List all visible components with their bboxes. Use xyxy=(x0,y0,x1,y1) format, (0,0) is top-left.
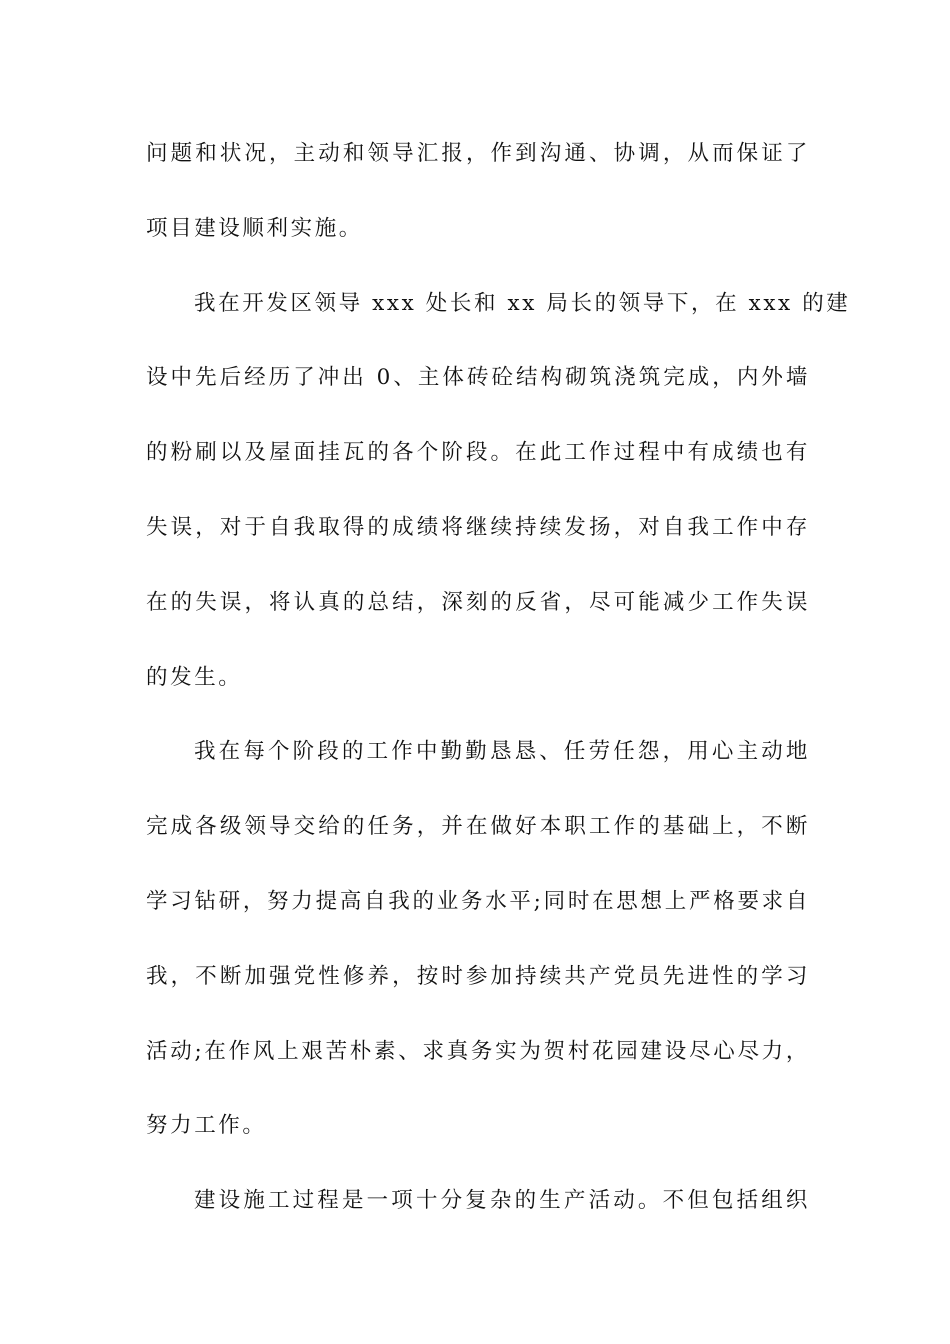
text-line: 我，不断加强党性修养，按时参加持续共产党员先进性的学习 xyxy=(146,963,810,989)
text-line: 完成各级领导交给的任务，并在做好本职工作的基础上，不断 xyxy=(146,814,810,840)
document-body xyxy=(146,134,851,1256)
text-line: 的粉刷以及屋面挂瓦的各个阶段。在此工作过程中有成绩也有 xyxy=(146,440,810,466)
paragraph-first-line: 建设施工过程是一项十分复杂的生产活动。不但包括组织 xyxy=(194,1188,810,1214)
text-line: 设中先后经历了冲出 0、主体砖砼结构砌筑浇筑完成，内外墙 xyxy=(146,365,810,391)
text-line: 学习钻研，努力提高自我的业务水平;同时在思想上严格要求自 xyxy=(146,888,810,914)
text-line: 的发生。 xyxy=(146,664,243,690)
text-line: 失误，对于自我取得的成绩将继续持续发扬，对自我工作中存 xyxy=(146,514,810,540)
paragraph-first-line: 我在开发区领导 xxx 处长和 xx 局长的领导下，在 xxx 的建 xyxy=(194,290,851,316)
text-line: 活动;在作风上艰苦朴素、求真务实为贺村花园建设尽心尽力， xyxy=(146,1038,810,1064)
paragraph-first-line: 我在每个阶段的工作中勤勤恳恳、任劳任怨，用心主动地 xyxy=(194,739,810,765)
text-line: 努力工作。 xyxy=(146,1113,267,1139)
text-line: 问题和状况，主动和领导汇报，作到沟通、协调，从而保证了 xyxy=(146,141,810,166)
text-line: 在的失误，将认真的总结，深刻的反省，尽可能减少工作失误 xyxy=(146,589,810,615)
text-line: 项目建设顺利实施。 xyxy=(146,215,363,241)
